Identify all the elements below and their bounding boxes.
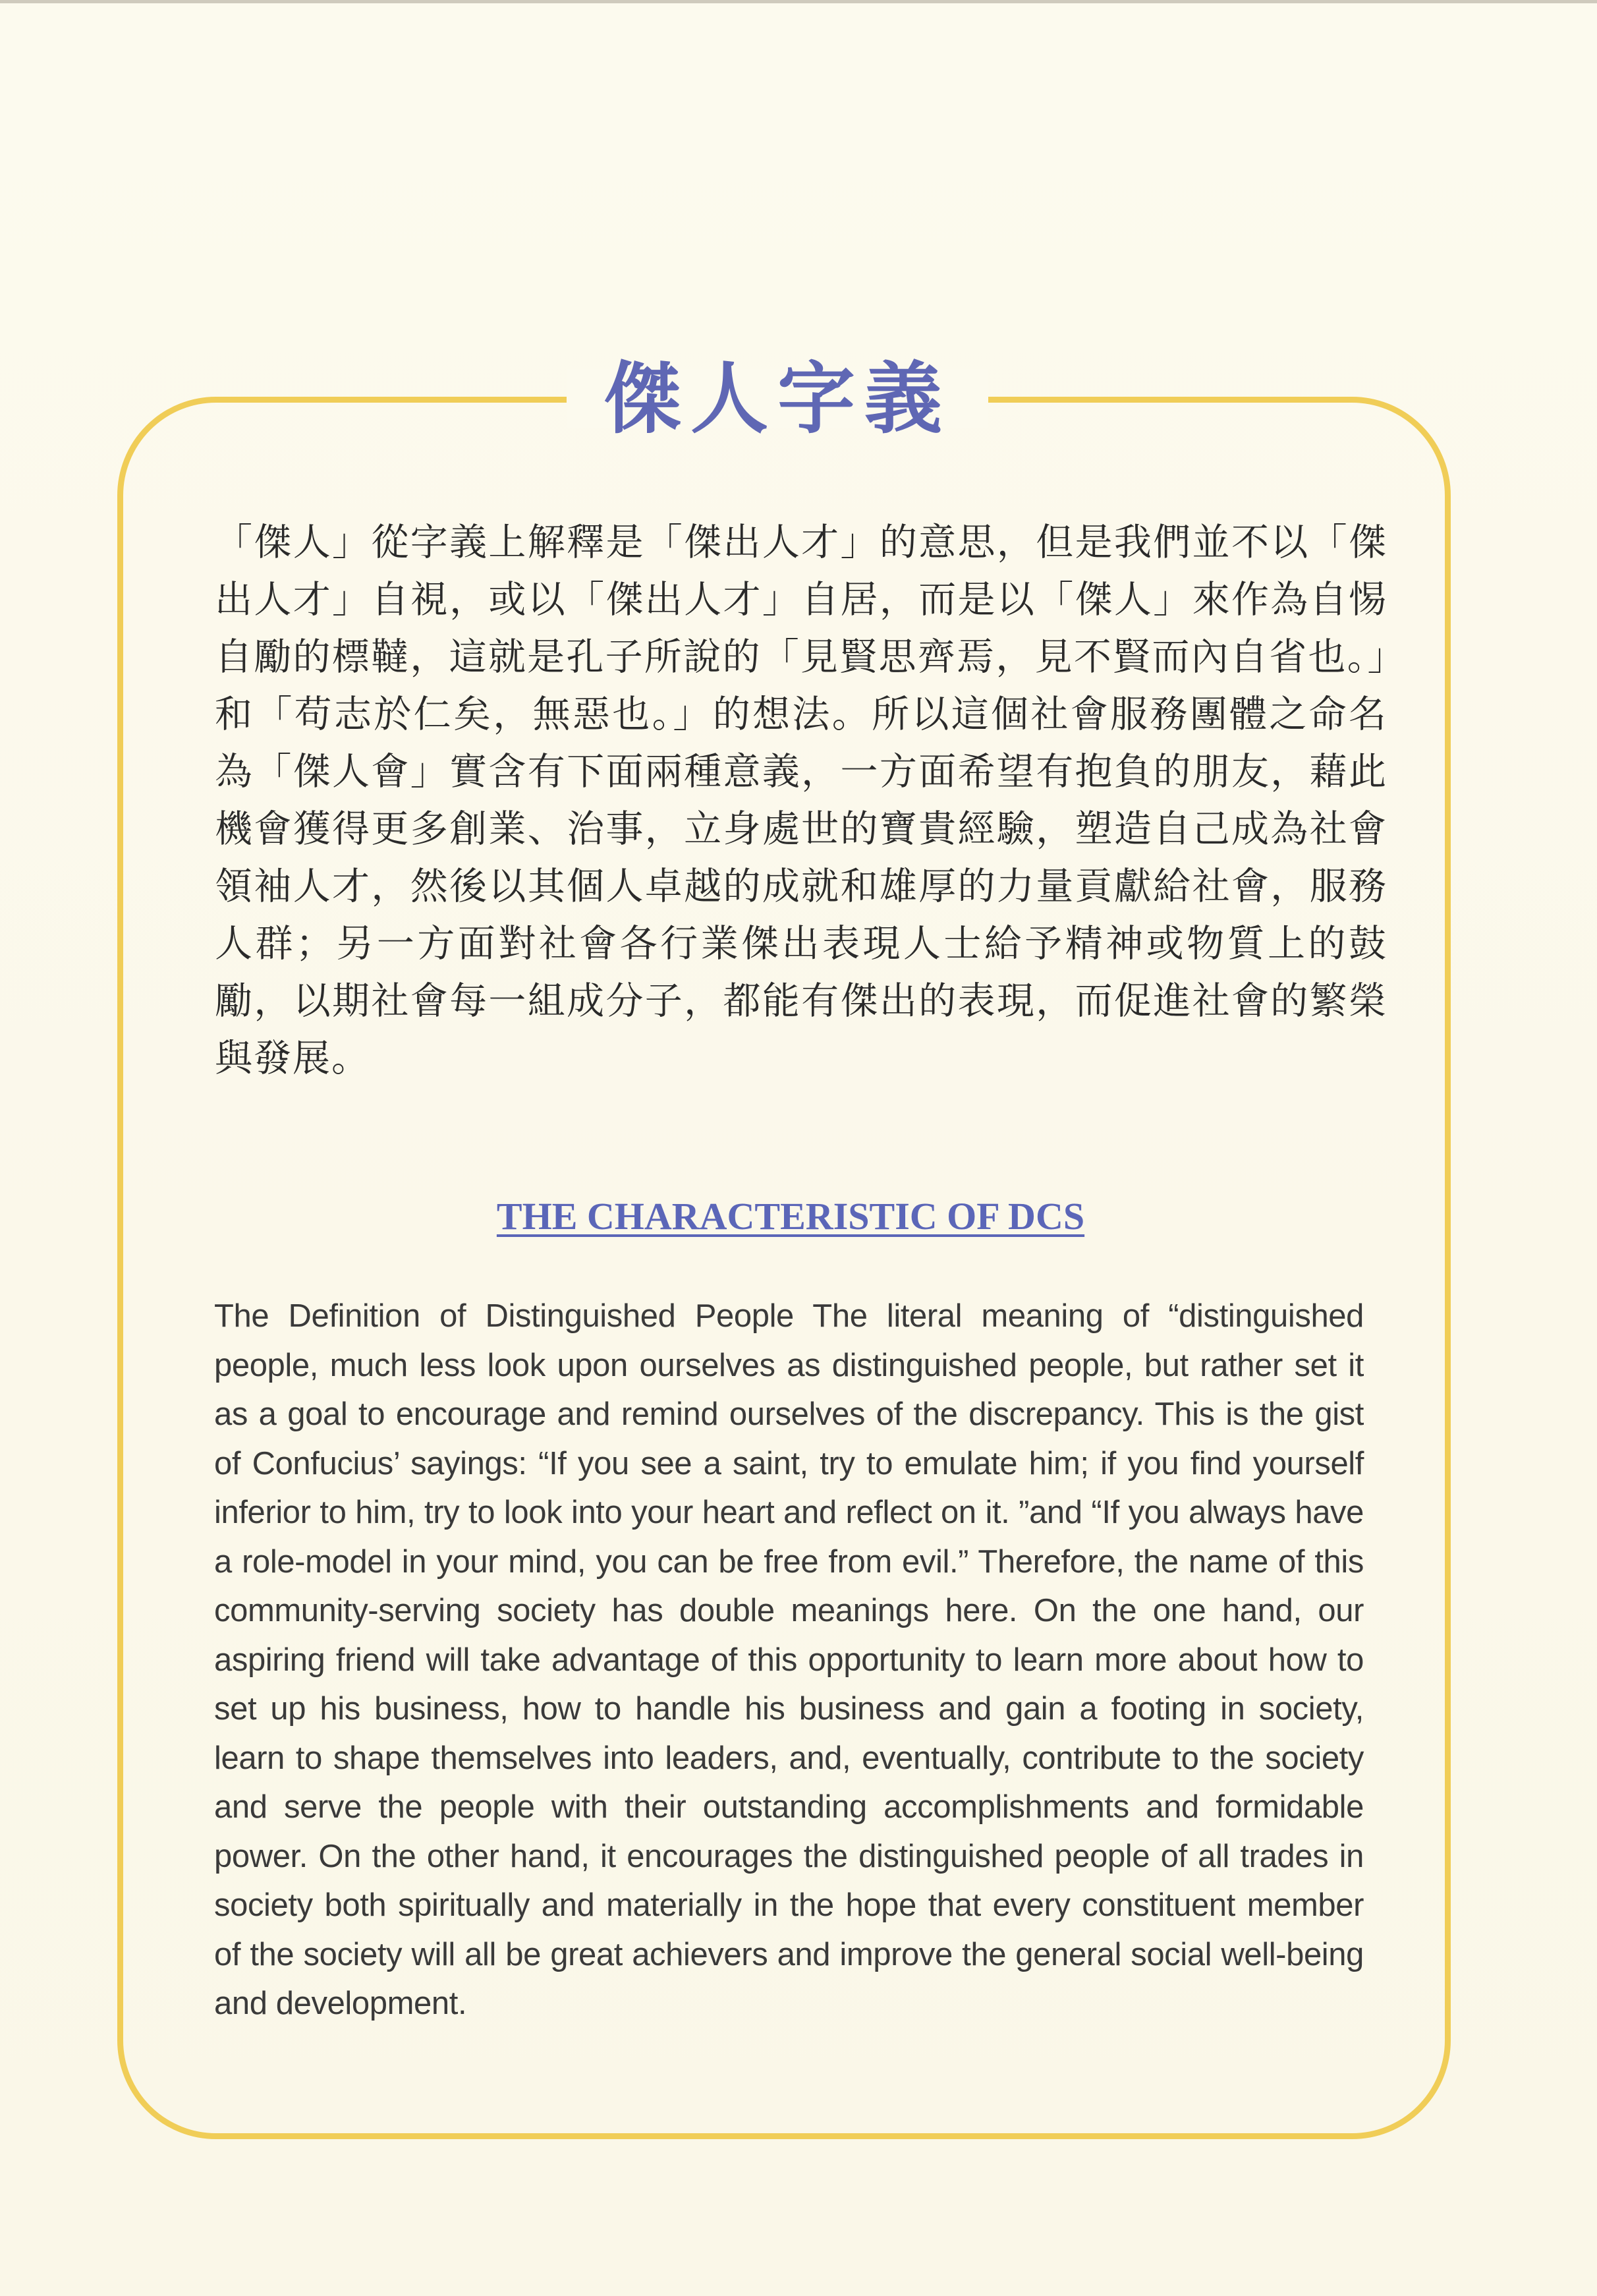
scan-edge: [0, 0, 1597, 3]
english-title: THE CHARACTERISTIC OF DCS: [496, 1195, 1085, 1238]
chinese-title: 傑人字義: [603, 353, 951, 444]
chinese-body-text: 「傑人」從字義上解釋是「傑出人才」的意思，但是我們並不以「傑出人才」自視，或以「傑出人才」自居，而是以「傑人」來作為自惕自勵的標韃，這就是孔子所說的「見賢思齊焉，見不賢而內自省也。」和「苟志於仁矣，無惡也。」的想法。所以這個社會服務團體之命名為「傑人會」實含有下面兩種意義，一方面希望有抱負的朋友，藉此機會獲得更多創業、治事，立身處世的寶貴經驗，塑造自己成為社會領袖人才，然後以其個人卓越的成就和雄厚的力量貢獻給社會，服務人群；另一方面對社會各行業傑出表現人士給予精神或物質上的鼓勵，以期社會每一組成分子，都能有傑出的表現，而促進社會的繁榮與發展。: [215, 521, 1387, 1080]
english-body-text: The Definition of Distinguished People The literal meaning of “distinguished people, much less look upon ourselves as distinguished people, but rather set it as a goal to encourage and remind ourselves of the discrepancy. This is the gist of Confucius’ sayings: “If you see a saint, try to emulate him; if you find yourself inferior to him, try to look into your heart and reflect on it. ”and “If you always have a role-model in your mind, you can be free from evil.” Therefore, the name of this community-serving society has double meanings here. On the one hand, our aspiring friend will take advantage of this opportunity to learn more about how to set up his business, how to handle his business and gain a footing in society, learn to shape themselves into leaders, and, eventually, contribute to the society and serve the people with their outstanding accomplishments and formidable power. On the other hand, it encourages the distinguished people of all trades in society both spiritually and materially in the hope that every constituent member of the society will all be great achievers and improve the general social well-being and development.: [214, 1298, 1364, 2021]
